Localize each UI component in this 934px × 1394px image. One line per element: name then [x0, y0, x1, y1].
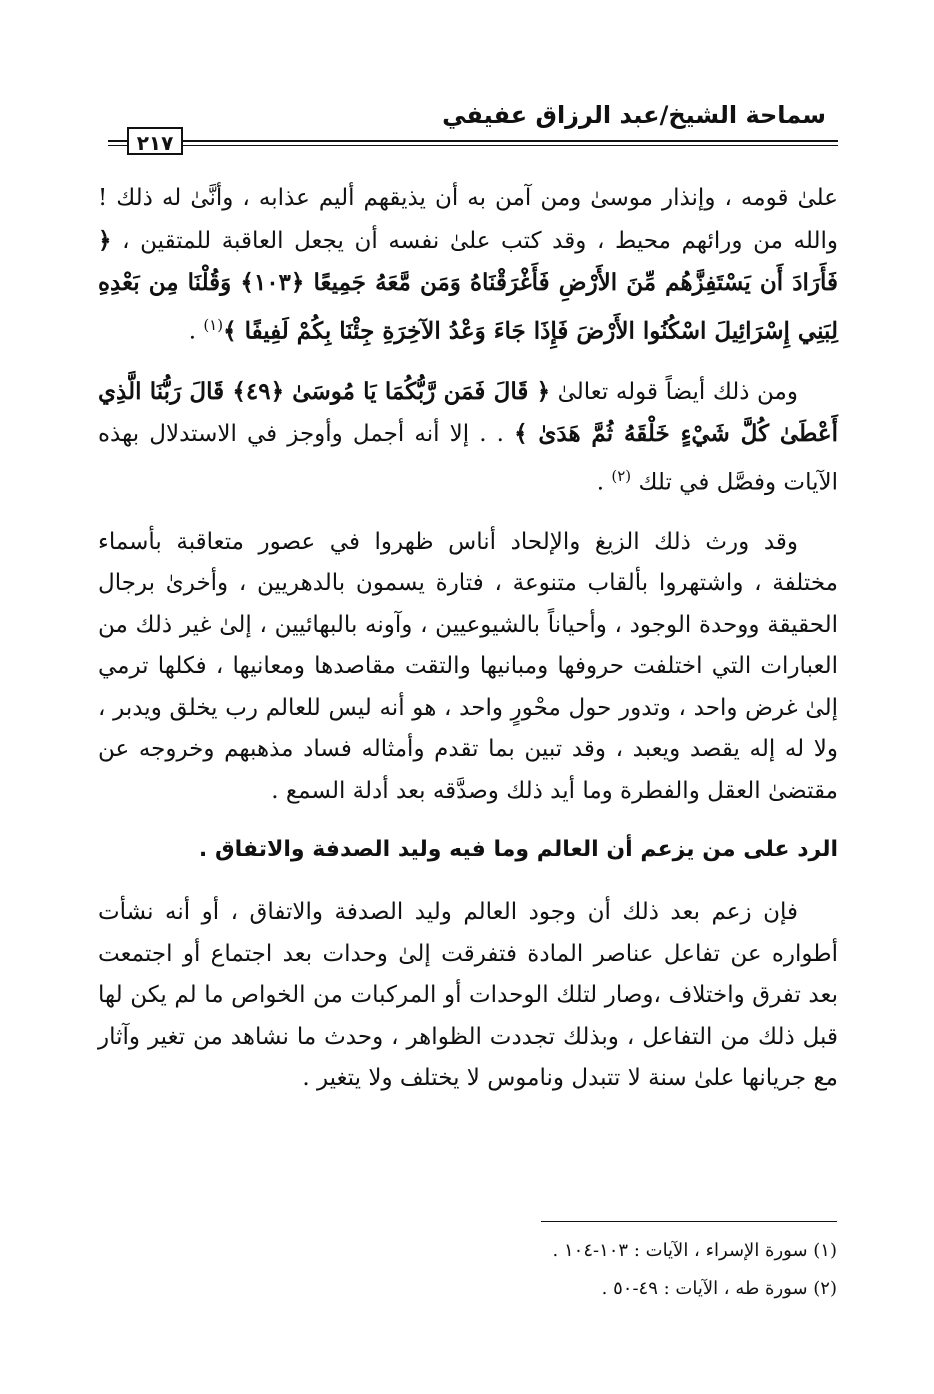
header-double-rule: [110, 140, 838, 146]
paragraph-2: [98, 371, 838, 504]
section-heading: الرد على من يزعم أن العالم وما فيه وليد الصدفة والاتفاق .: [198, 837, 838, 863]
footnotes: [237, 1232, 837, 1308]
body-text: علىٰ قومه ، وإنذار موسىٰ ومن آمن به أن يذيقهم أليم عذابه ، وأنَّىٰ له ذلك ! والله من ورائهم محيط ، وقد كتب علىٰ نفسه أن يجعل العاقبة للمتقين ،: [98, 185, 838, 254]
main-text: [98, 178, 838, 1118]
body-text: ومن ذلك أيضاً قوله تعالىٰ: [550, 378, 798, 405]
header-rule-left-segment: [108, 140, 126, 146]
footnote-separator: [541, 1221, 837, 1222]
body-text: .: [596, 469, 612, 496]
quran-quotation: ﴿ قَالَ فَمَن رَّبُّكُمَا يَا مُوسَىٰ ﴿٤٩﴾ قَالَ رَبُّنَا الَّذِي أَعْطَىٰ كُلَّ شَيْءٍ خَلْقَهُ ثُمَّ هَدَىٰ ﴾: [98, 377, 838, 448]
paragraph-1: [98, 178, 838, 353]
running-header-title: سماحة الشيخ/عبد الرزاق عفيفي: [442, 101, 826, 129]
body-text: وقد ورث ذلك الزيغ والإلحاد أناس ظهروا في عصور متعاقبة بأسماء مختلفة ، واشتهروا بألقاب متنوعة ، فتارة يسمون بالدهريين ، وأخرىٰ برجال الحقيقة ووحدة الوجود ، وأحياناً بالشيوعيين ، وآونه بالبهائيين ، إلىٰ غير ذلك من العبارات التي اختلفت حروفها ومبانيها والتقت مقاصدها ومعانيها ، فكلها ترمي إلىٰ غرض واحد ، وتدور حول محْورٍ واحد ، هو أنه ليس للعالم رب يخلق ويدبر ، ولا له إله يقصد ويعبد ، وقد تبين بما تقدم وأمثاله فساد مذهبهم وخروجه عن مقتضىٰ العقل والفطرة وما أيد ذلك وصدَّقه بعد أدلة السمع .: [98, 528, 838, 804]
page-number: ٢١٧: [127, 127, 183, 155]
paragraph-4: فإن زعم بعد ذلك أن وجود العالم وليد الصدفة والاتفاق ، أو أنه نشأت أطواره عن تفاعل عناصر المادة فتفرقت إلىٰ وحدات بعد اجتماع أو اجتمعت بعد تفرق واختلاف ،وصار لتلك الوحدات أو المركبات من الخواص ما لم يكن لها قبل ذلك من التفاعل ، وبذلك تجددت الظواهر ، وحدث ما نشاهد من تغير وآثار مع جريانها علىٰ سنة لا تتبدل وناموس لا يختلف ولا يتغير .: [98, 899, 838, 1092]
footnote-2: (٢) سورة طه ، الآيات : ٤٩-٥٠ .: [601, 1278, 837, 1299]
footnote-reference: (١): [203, 315, 224, 334]
body-text: .: [188, 318, 204, 345]
footnote-1: (١) سورة الإسراء ، الآيات : ١٠٣-١٠٤ .: [552, 1240, 837, 1261]
footnote-reference: (٢): [611, 466, 632, 485]
body-text: . . إلا أنه أجمل وأوجز في الاستدلال بهذه الآيات وفصَّل في تلك: [98, 421, 838, 496]
quran-quotation: ﴿ فَأَرَادَ أَن يَسْتَفِزَّهُم مِّنَ الأَرْضِ فَأَغْرَقْنَاهُ وَمَن مَّعَهُ جَمِيعًا ﴿١٠٣﴾ وَقُلْنَا مِن بَعْدِهِ لِبَنِي إِسْرَائِيلَ اسْكُنُوا الأَرْضَ فَإِذَا جَاءَ وَعْدُ الآخِرَةِ جِئْنَا بِكُمْ لَفِيفًا ﴾: [98, 226, 838, 345]
paragraph-3: [98, 522, 838, 813]
